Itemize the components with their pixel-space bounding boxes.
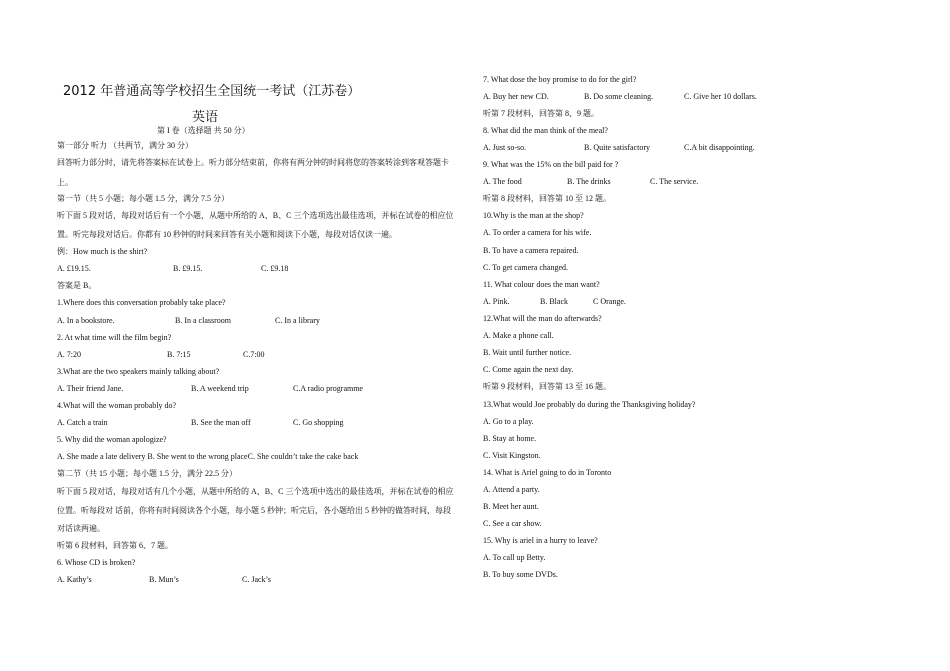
option: A. Pink. [483,297,510,306]
question-13: 13.What would Joe probably do during the Thanksgiving holiday? [483,400,696,409]
question-9: 9. What was the 15% on the bill paid for ? [483,160,619,169]
option: A. The food [483,177,522,186]
example-option: B. £9.15. [173,264,203,273]
option: A. Buy her new CD. [483,92,549,101]
material-heading: 听第 8 段材料，回答第 10 至 12 题。 [483,194,611,203]
option: A. In a bookstore. [57,316,115,325]
option: B. Black [540,297,568,306]
option: B. To have a camera repaired. [483,246,579,255]
option: B. To buy some DVDs. [483,570,558,579]
question-15: 15. Why is ariel in a hurry to leave? [483,536,598,545]
option: C. Give her 10 dollars. [684,92,757,101]
option: A. Just so-so. [483,143,527,152]
option: B. The drinks [567,177,611,186]
instruction-line: 听下面 5 段对话，每段对话后有一个小题，从题中所给的 A、B、C 三个选项选出最佳选项，并标在试卷的相应位 [57,211,454,220]
option: C.A radio programme [293,384,363,393]
option-line: A. She made a late delivery B. She went to the wrong placeC. She couldn’t take the cake back [57,452,359,461]
question-4: 4.What will the woman probably do? [57,401,177,410]
option: A. Go to a play. [483,417,534,426]
option: C. Go shopping [293,418,344,427]
question-1: 1.Where does this conversation probably take place? [57,298,226,307]
option: C. Visit Kingston. [483,451,541,460]
instruction-line: 听下面 5 段对话，每段对话有几个小题，从题中所给的 A、B、C 三个选项中选出的最佳选项，并标在试卷的相应 [57,487,454,496]
option: B. See the man off [191,418,251,427]
exam-title: 2012 年普通高等学校招生全国统一考试（江苏卷） [63,84,361,99]
material-heading: 听第 6 段材料，回答第 6、7 题。 [57,541,173,550]
example-question: 例：How much is the shirt? [57,247,148,256]
question-3: 3.What are the two speakers mainly talking about? [57,367,220,376]
option: C Orange. [593,297,626,306]
example-option: C. £9.18 [261,264,289,273]
instruction-line: 上。 [57,178,73,187]
option: C. In a library [275,316,320,325]
question-7: 7. What dose the boy promise to do for the girl? [483,75,637,84]
question-10: 10.Why is the man at the shop? [483,211,584,220]
instruction-line: 位置。听每段对 话前，你将有时间阅读各个小题，每小题 5 秒钟；听完后，各小题给出 5 秒钟的做答时间，每段 [57,506,451,515]
question-12: 12.What will the man do afterwards? [483,314,602,323]
part1-heading: 第一部分 听力 （共两节，满分 30 分） [57,141,193,150]
option: B. Wait until further notice. [483,348,572,357]
example-option: A. £19.15. [57,264,91,273]
section2-heading: 第二节（共 15 小题；每小题 1.5 分，满分 22.5 分） [57,469,237,478]
option: B. Mun’s [149,575,179,584]
subject-title: 英语 [192,110,219,125]
option: C. Jack’s [242,575,271,584]
option: A. Catch a train [57,418,108,427]
example-answer: 答案是 B。 [57,281,97,290]
option: A. Make a phone call. [483,331,554,340]
instruction-line: 置。听完每段对话后。你都有 10 秒钟的时间来回答有关小题和阅读下小题，每段对话仅读一遍。 [57,230,397,239]
option: C. See a car show. [483,519,542,528]
option: C. To get camera changed. [483,263,569,272]
option: C.7:00 [243,350,265,359]
option: B. Meet her aunt. [483,502,539,511]
question-5: 5. Why did the woman apologize? [57,435,167,444]
instruction-line: 回答听力部分时，请先将答案标在试卷上。听力部分结束前，你将有两分钟的时间将您的答案转涂到客观答题卡 [57,158,449,167]
option: C. The service. [650,177,699,186]
option: B. A weekend trip [191,384,249,393]
question-11: 11. What colour does the man want? [483,280,600,289]
volume-heading: 第 I 卷（选择题 共 50 分） [157,126,250,135]
option: B. Do some cleaning. [584,92,654,101]
option: A. To call up Betty. [483,553,546,562]
option: B. Quite satisfactory [584,143,650,152]
option: B. In a classroom [175,316,231,325]
option: A. Attend a party. [483,485,540,494]
material-heading: 听第 7 段材料，回答第 8、9 题。 [483,109,599,118]
option: B. Stay at home. [483,434,537,443]
material-heading: 听第 9 段材料，回答第 13 至 16 题。 [483,382,611,391]
instruction-line: 对话读两遍。 [57,524,105,533]
option: C.A bit disappointing. [684,143,755,152]
question-2: 2. At what time will the film begin? [57,333,172,342]
option: A. Kathy’s [57,575,92,584]
question-14: 14. What is Ariel going to do in Toronto [483,468,612,477]
option: A. 7:20 [57,350,81,359]
option: B. 7:15 [167,350,191,359]
question-6: 6. Whose CD is broken? [57,558,136,567]
option: A. To order a camera for his wife. [483,228,592,237]
section1-heading: 第一节（共 5 小题；每小题 1.5 分，满分 7.5 分） [57,194,229,203]
question-8: 8. What did the man think of the meal? [483,126,608,135]
option: A. Their friend Jane. [57,384,124,393]
option: C. Come again the next day. [483,365,574,374]
